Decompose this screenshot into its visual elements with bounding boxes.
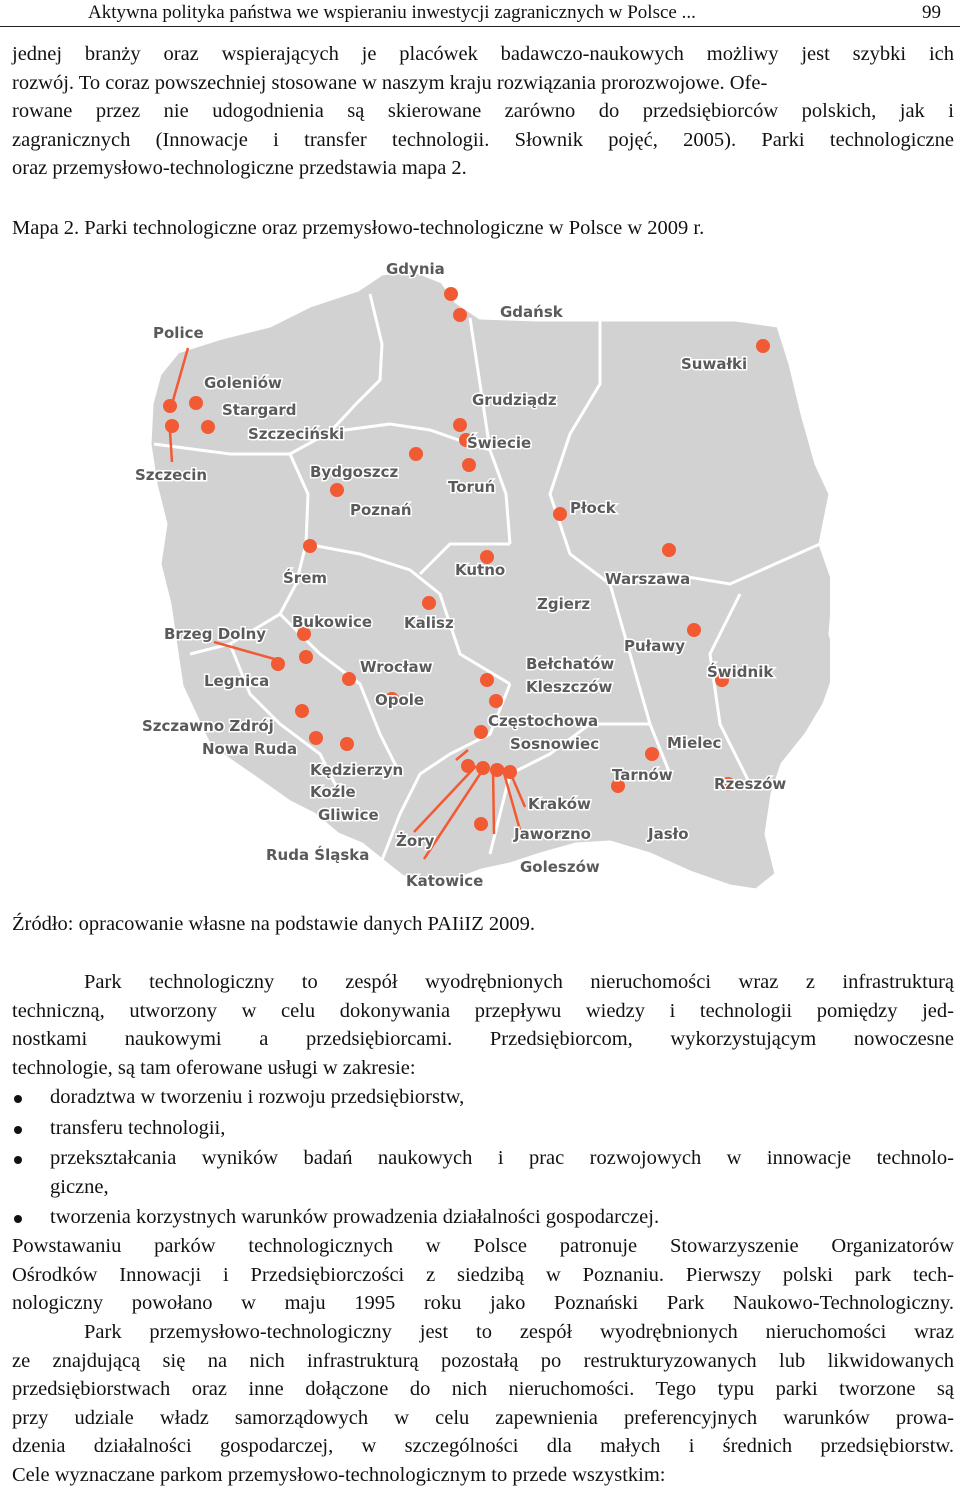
city-label: Zgierz bbox=[537, 595, 591, 613]
city-label: Kutno bbox=[455, 561, 506, 579]
text-line: technologie, są tam oferowane usługi w zakresie: bbox=[12, 1056, 416, 1079]
page-number: 99 bbox=[922, 2, 941, 23]
text-line: oraz przemysłowo-technologiczne przedstawia mapa 2. bbox=[12, 157, 467, 180]
park-marker bbox=[342, 672, 356, 686]
map-caption-text: Mapa 2. Parki technologiczne oraz przemysłowo-technologiczne w Polsce w 2009 r. bbox=[12, 217, 705, 239]
park-marker bbox=[453, 308, 467, 322]
list-item bbox=[12, 1144, 954, 1201]
city-label: Toruń bbox=[448, 478, 496, 496]
list-item-text: doradztwa w tworzeniu i rozwoju przedsiębiorstw, bbox=[50, 1086, 465, 1108]
city-label: Legnica bbox=[204, 672, 270, 690]
park-marker bbox=[476, 761, 490, 775]
text-line: jednej branży oraz wspierających je placówek badawczo-naukowych możliwy jest szybki ich bbox=[12, 43, 954, 65]
city-label: Kalisz bbox=[404, 614, 454, 632]
park-marker bbox=[303, 539, 317, 553]
city-label: Goleniów bbox=[204, 374, 282, 392]
city-label: Kleszczów bbox=[526, 678, 613, 696]
city-label: Sosnowiec bbox=[510, 735, 600, 753]
running-header bbox=[0, 0, 960, 27]
list-item-text: tworzenia korzystnych warunków prowadzenia działalności gospodarczej. bbox=[50, 1206, 660, 1229]
city-label: Katowice bbox=[406, 872, 484, 890]
list-item bbox=[12, 1083, 954, 1112]
park-marker bbox=[756, 339, 770, 353]
city-label: Grudziądz bbox=[472, 391, 557, 409]
text-line: Powstawaniu parków technologicznych w Polsce patronuje Stowarzyszenie Organizatorów bbox=[12, 1235, 954, 1257]
city-label: Bydgoszcz bbox=[310, 463, 399, 481]
map-source bbox=[12, 910, 954, 939]
city-label: Brzeg Dolny bbox=[164, 625, 267, 643]
bullet-icon bbox=[14, 1095, 22, 1103]
city-label: Szczawno Zdrój bbox=[142, 717, 274, 735]
city-label: Gdańsk bbox=[500, 303, 563, 321]
text-line: Cele wyznaczane parkom przemysłowo-technologicznym to przede wszystkim: bbox=[12, 1463, 666, 1486]
park-marker bbox=[271, 657, 285, 671]
paragraph-stowarzyszenie bbox=[12, 1232, 954, 1318]
city-label: Świdnik bbox=[707, 663, 774, 681]
text-line: rowane przez nie udogodnienia są skierowane zarówno do przedsiębiorców polskich, jak i bbox=[12, 100, 954, 123]
bullet-icon bbox=[14, 1156, 22, 1164]
park-marker bbox=[503, 765, 517, 779]
park-marker bbox=[201, 420, 215, 434]
park-marker bbox=[189, 396, 203, 410]
list-item-text: transferu technologii, bbox=[50, 1116, 226, 1139]
park-marker bbox=[163, 399, 177, 413]
park-marker bbox=[453, 418, 467, 432]
park-marker bbox=[474, 725, 488, 739]
park-marker bbox=[309, 731, 323, 745]
city-label: Opole bbox=[375, 691, 425, 709]
text-line: Park przemysłowo-technologiczny jest to zespół wyodrębnionych nieruchomości wraz bbox=[84, 1321, 954, 1343]
city-label: Wrocław bbox=[360, 658, 433, 676]
park-marker bbox=[474, 817, 488, 831]
city-label: Rzeszów bbox=[714, 775, 787, 793]
bullet-icon bbox=[14, 1215, 22, 1223]
city-label: Warszawa bbox=[605, 570, 691, 588]
paragraph-park-przemyslowy bbox=[12, 1318, 954, 1490]
park-marker bbox=[409, 447, 423, 461]
running-title: Aktywna polityka państwa we wspieraniu inwestycji zagranicznych w Polsce ... bbox=[88, 2, 696, 23]
park-marker bbox=[165, 419, 179, 433]
city-label: Koźle bbox=[310, 783, 356, 801]
city-label: Częstochowa bbox=[488, 712, 599, 730]
map-caption bbox=[12, 214, 954, 243]
park-marker bbox=[480, 673, 494, 687]
park-marker bbox=[490, 763, 504, 777]
park-marker bbox=[340, 737, 354, 751]
city-label: Kędzierzyn bbox=[310, 761, 404, 779]
city-label: Puławy bbox=[624, 637, 685, 655]
text-line: nologiczny powołano w maju 1995 roku jako Poznański Park Naukowo-Technologiczny. bbox=[12, 1292, 954, 1315]
city-label: Nowa Ruda bbox=[202, 740, 298, 758]
city-label: Bełchatów bbox=[526, 655, 615, 673]
city-label: Mielec bbox=[667, 734, 722, 752]
city-label: Tarnów bbox=[612, 766, 673, 784]
city-label: Bukowice bbox=[292, 613, 373, 631]
services-list bbox=[12, 1083, 954, 1232]
city-label: Jasło bbox=[648, 825, 689, 843]
city-label: Żory bbox=[396, 832, 435, 850]
city-label: Suwałki bbox=[681, 355, 748, 373]
text-line: techniczną, utworzony w celu dokonywania przepływu wiedzy i technologii pomiędzy jed- bbox=[12, 999, 954, 1022]
city-label: Ruda Śląska bbox=[266, 846, 370, 864]
park-marker bbox=[687, 623, 701, 637]
park-marker bbox=[330, 483, 344, 497]
city-label: Szczeciński bbox=[248, 425, 345, 443]
text-line: rozwój. To coraz powszechniej stosowane w naszym kraju rozwiązania prorozwojowe. Ofe- bbox=[12, 71, 768, 94]
park-marker bbox=[444, 287, 458, 301]
bullet-icon bbox=[14, 1126, 22, 1134]
park-marker bbox=[422, 596, 436, 610]
city-label: Szczecin bbox=[135, 466, 208, 484]
list-item-text: przekształcania wyników badań naukowych i prac rozwojowych w innowacje technolo- bbox=[50, 1147, 954, 1170]
city-label: Police bbox=[153, 324, 204, 342]
list-item bbox=[12, 1203, 954, 1232]
city-label: Gdynia bbox=[386, 260, 445, 278]
city-label: Płock bbox=[570, 499, 616, 517]
city-label: Stargard bbox=[222, 401, 297, 419]
text-line: przy udziale władz samorządowych w celu zapewnienia preferencyjnych warunków prowa- bbox=[12, 1406, 954, 1429]
text-line: dzenia działalności gospodarczej, w szczególności dla małych i średnich przedsiębiorstw. bbox=[12, 1435, 954, 1458]
park-marker bbox=[295, 704, 309, 718]
park-marker bbox=[662, 543, 676, 557]
text-line: przedsiębiorstwach oraz inne dołączone do nich nieruchomości. Tego typu parki tworzone są bbox=[12, 1378, 954, 1401]
park-marker bbox=[299, 650, 313, 664]
leader-line bbox=[493, 768, 494, 834]
map-graphic bbox=[130, 254, 830, 894]
text-line: zagranicznych (Innowacje i transfer technologii. Słownik pojęć, 2005). Parki technologiczne bbox=[12, 128, 954, 151]
text-line: ze znajdującą się na nich infrastrukturą pozostałą po restrukturyzowanych lub likwidowanych bbox=[12, 1349, 954, 1372]
list-item bbox=[12, 1114, 954, 1143]
park-marker bbox=[489, 694, 503, 708]
paragraph-park-technologiczny bbox=[12, 968, 954, 1082]
poland-parks-map bbox=[130, 254, 830, 894]
park-marker bbox=[462, 458, 476, 472]
city-label: Śrem bbox=[283, 569, 328, 587]
intro-paragraph bbox=[12, 40, 954, 183]
list-item-text: giczne, bbox=[50, 1175, 109, 1198]
city-label: Goleszów bbox=[520, 858, 600, 876]
city-label: Poznań bbox=[350, 501, 412, 519]
source-text: Źródło: opracowanie własne na podstawie danych PAIiIZ 2009. bbox=[12, 913, 536, 935]
park-marker bbox=[553, 507, 567, 521]
park-marker bbox=[645, 747, 659, 761]
text-line: Park technologiczny to zespół wyodrębnionych nieruchomości wraz z infrastrukturą bbox=[84, 971, 954, 993]
city-label: Kraków bbox=[528, 795, 591, 813]
city-label: Jaworzno bbox=[514, 825, 591, 843]
park-marker bbox=[461, 759, 475, 773]
text-line: Ośrodków Innowacji i Przedsiębiorczości z siedzibą w Poznaniu. Pierwszy polski park tech- bbox=[12, 1263, 954, 1286]
city-label: Gliwice bbox=[318, 806, 379, 824]
city-label: Świecie bbox=[467, 434, 532, 452]
text-line: nostkami naukowymi a przedsiębiorcami. Przedsiębiorcom, wykorzystującym nowoczesne bbox=[12, 1028, 954, 1051]
